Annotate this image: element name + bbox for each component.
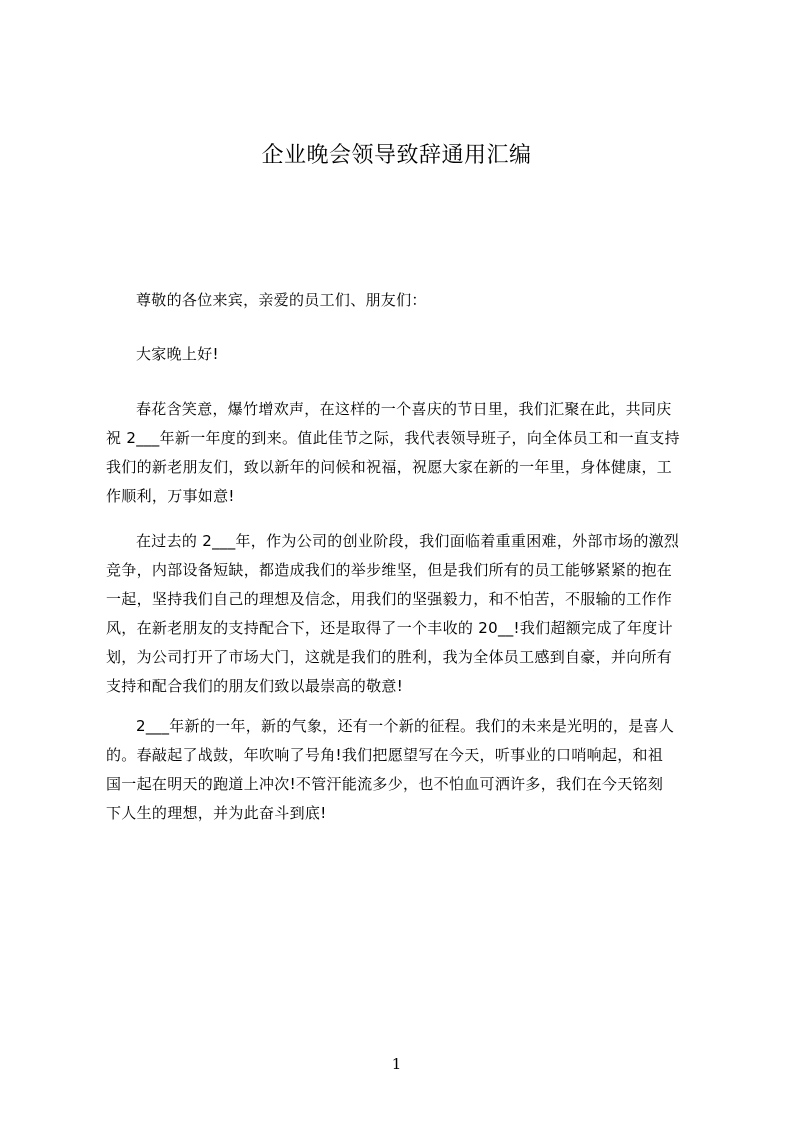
paragraph-line: 竞争，内部设备短缺，都造成我们的举步维坚，但是我们所有的员工能够紧紧的抱在	[106, 561, 673, 579]
paragraph-line: 祝 2___年新一年度的到来。值此佳节之际，我代表领导班子，向全体员工和一直支持	[106, 429, 680, 447]
paragraph-line: 我们的新老朋友们，致以新年的问候和祝福，祝愿大家在新的一年里，身体健康，工	[106, 458, 673, 476]
paragraph-line: 风，在新老朋友的支持配合下，还是取得了一个丰收的 20__!我们超额完成了年度计	[106, 619, 673, 637]
paragraph-line: 作顺利，万事如意!	[106, 487, 235, 505]
document-title: 企业晚会领导致辞通用汇编	[261, 143, 532, 168]
greeting: 大家晚上好!	[136, 345, 219, 363]
paragraph-line: 国一起在明天的跑道上冲次!不管汗能流多少，也不怕血可洒许多，我们在今天铭刻	[106, 775, 664, 793]
paragraph-line: 一起，坚持我们自己的理想及信念，用我们的坚强毅力，和不怕苦，不服输的工作作	[106, 590, 673, 608]
paragraph-line: 2___年新的一年，新的气象，还有一个新的征程。我们的未来是光明的，是喜人	[136, 717, 675, 735]
paragraph-line: 的。春敲起了战鼓，年吹响了号角!我们把愿望写在今天，听事业的口哨响起，和祖	[106, 746, 664, 764]
salutation-block	[106, 286, 701, 315]
paragraph-line: 支持和配合我们的朋友们致以最崇高的敬意!	[106, 677, 404, 695]
page-number: 1	[391, 1055, 402, 1073]
paragraph-line: 划，为公司打开了市场大门，这就是我们的胜利，我为全体员工感到自豪，并向所有	[106, 648, 673, 666]
paragraph-line: 下人生的理想，并为此奋斗到底!	[106, 804, 327, 822]
paragraph-line: 春花含笑意，爆竹增欢声，在这样的一个喜庆的节日里，我们汇聚在此，共同庆	[136, 400, 672, 418]
greeting-block	[106, 340, 701, 369]
paragraph-3	[106, 712, 701, 828]
salutation: 尊敬的各位来宾，亲爱的员工们、朋友们：	[136, 291, 427, 309]
paragraph-line: 在过去的 2___年，作为公司的创业阶段，我们面临着重重困难，外部市场的激烈	[136, 532, 680, 550]
paragraph-2	[106, 527, 701, 701]
paragraph-1	[106, 395, 701, 511]
